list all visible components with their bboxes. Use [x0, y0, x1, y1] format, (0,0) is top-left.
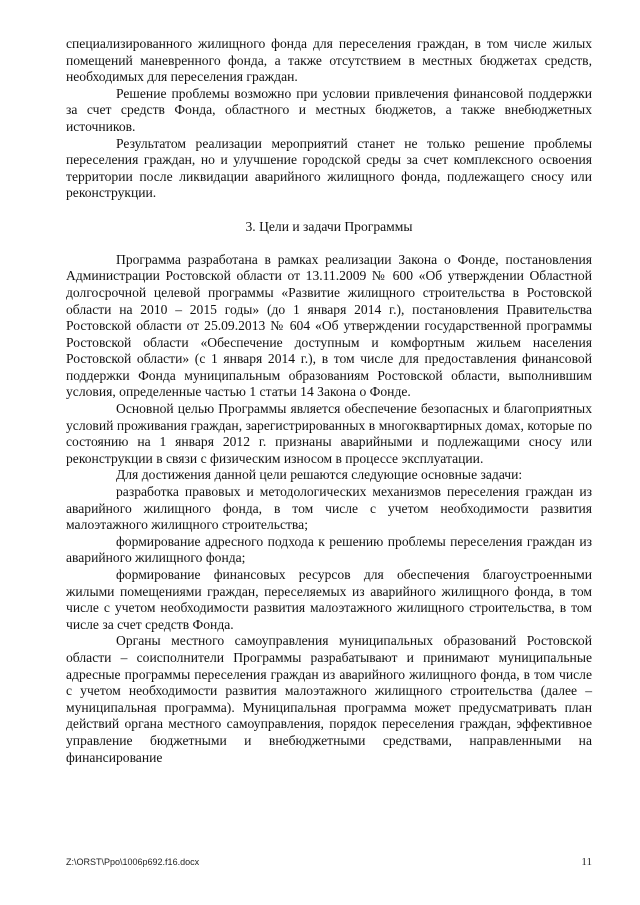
paragraph-tasks-intro: Для достижения данной цели решаются следующие основные задачи:: [116, 467, 523, 483]
paragraph-program-basis: Программа разработана в рамках реализации Закона о Фонде, постановления Администрации Ростовской области от 13.11.2009 № 600 «Об утверждении Областной долгосрочной целевой программы «Развитие жилищного строительства в Ростовской области на 2010 – 2015 годы» (до 1 января 2014 г.), постановления Правительства Ростовской области от 25.09.2013 № 604 «Об утверждении государственной программы Ростовской области «Обеспечение доступным и комфортным жильем населения Ростовской области» (с 1 января 2014 г.), в том числе для предоставления финансовой поддержки Фонда муниципальным образованиям Ростовской области, выполнившим условия, определенные частью 1 статьи 14 Закона о Фонде.: [66, 251, 592, 400]
paragraph-result: Результатом реализации мероприятий станет не только решение проблемы переселения граждан, но и улучшение городской среды за счет комплексного освоения территории после ликвидации аварийного жилищного фонда, подлежащего сносу или реконструкции.: [66, 135, 592, 201]
list-item-task: формирование финансовых ресурсов для обеспечения благоустроенными жилыми помещениями граждан, переселяемых из аварийного жилищного фонда, в том числе с учетом необходимости развития малоэтажного жилищного строительства, в том числе за счет средств Фонда.: [66, 567, 592, 632]
paragraph-solution: Решение проблемы возможно при условии привлечения финансовой поддержки за счет средств Фонда, областного и местных бюджетов, а также внебюджетных источников.: [66, 85, 592, 134]
footer-file-path: Z:\ORST\Ppo\1006p692.f16.docx: [66, 857, 200, 867]
list-item-task: формирование адресного подхода к решению проблемы переселения граждан из аварийного жилищного фонда;: [66, 533, 592, 566]
section-spacer: [66, 235, 592, 252]
list-item-task: разработка правовых и методологических механизмов переселения граждан из аварийного жилищного фонда, в том числе с учетом необходимости развития малоэтажного жилищного строительства;: [66, 484, 592, 533]
section-heading: 3. Цели и задачи Программы: [245, 218, 413, 234]
paragraph-main-goal: Основной целью Программы является обеспечение безопасных и благоприятных условий проживания граждан, зарегистрированных в многоквартирных домах, которые по состоянию на 1 января 2012 г. признаны аварийными и подлежащими сносу или реконструкции в связи с физическим износом в процессе эксплуатации.: [66, 401, 592, 466]
document-body: [66, 36, 592, 766]
section-spacer: [66, 202, 592, 219]
paragraph-continuation: специализированного жилищного фонда для переселения граждан, в том числе жилых помещений маневренного фонда, а также отсутствием в местных бюджетах средств, необходимых для переселения граждан.: [66, 36, 592, 85]
paragraph-local-authorities: Органы местного самоуправления муниципальных образований Ростовской области – соисполнители Программы разрабатывают и принимают муниципальные адресные программы переселения граждан из аварийного жилищного фонда, в том числе с учетом необходимости развития малоэтажного жилищного строительства (далее – муниципальная программа). Муниципальная программа может предусматривать план действий органа местного самоуправления, порядок переселения граждан, эффективное управление бюджетными и внебюджетными средствами, направленными на финансирование: [66, 633, 592, 765]
page-number: 11: [581, 856, 592, 868]
